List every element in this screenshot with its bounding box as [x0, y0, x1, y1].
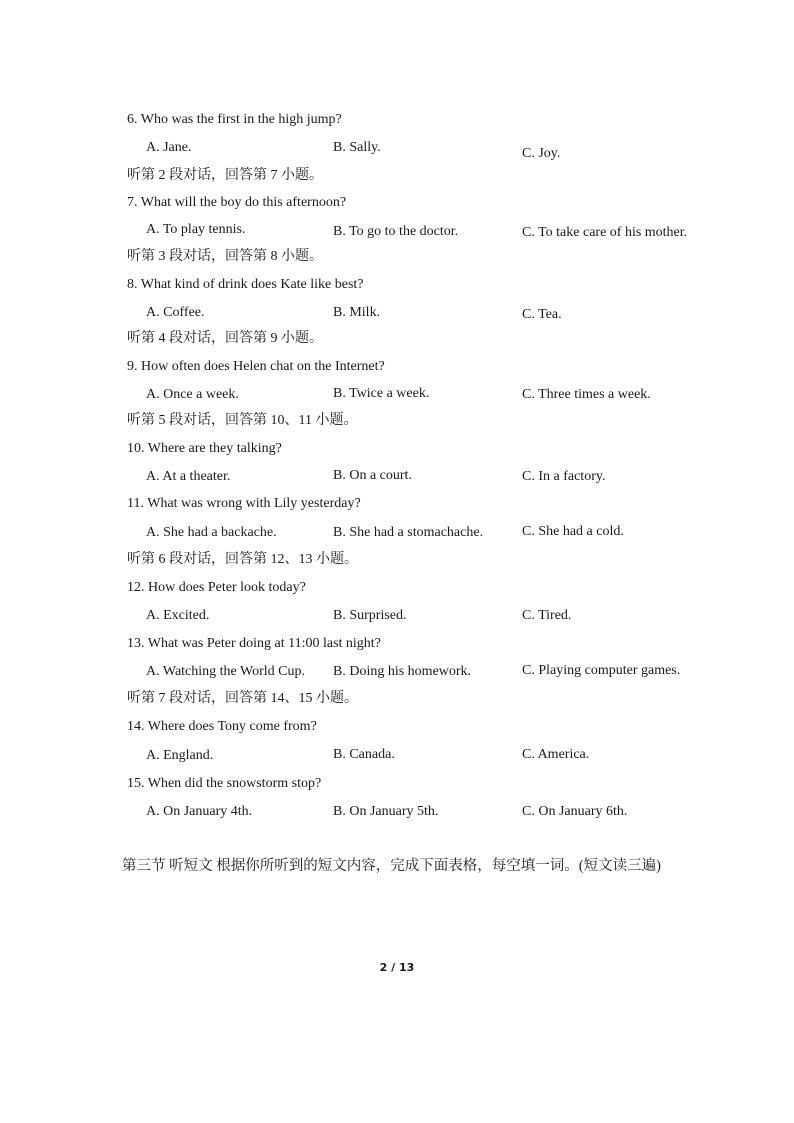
page-number: 2 / 13 — [379, 961, 415, 974]
question-10: 10. Where are they talking? — [127, 441, 282, 456]
option-c: C. Tea. — [522, 307, 562, 322]
option-b: B. She had a stomachache. — [333, 525, 484, 540]
section-note: 听第 3 段对话，回答第 8 小题。 — [127, 249, 323, 264]
question-13: 13. What was Peter doing at 11:00 last night? — [127, 636, 381, 651]
option-b: B. On a court. — [333, 468, 412, 483]
option-a: A. Excited. — [146, 608, 210, 623]
option-c: C. In a factory. — [522, 469, 606, 484]
section-note: 听第 6 段对话，回答第 12、13 小题。 — [127, 552, 358, 567]
question-6: 6. Who was the first in the high jump? — [127, 112, 342, 127]
question-14: 14. Where does Tony come from? — [127, 719, 317, 734]
option-a: A. Once a week. — [146, 387, 239, 402]
option-b: B. To go to the doctor. — [333, 224, 459, 239]
section-three-instruction: 第三节 听短文 根据你所听到的短文内容，完成下面表格，每空填一词。(短文读三遍) — [122, 858, 661, 874]
option-b: B. Milk. — [333, 305, 381, 320]
option-c: C. Joy. — [522, 146, 561, 161]
option-a: A. Watching the World Cup. — [146, 664, 305, 679]
option-b: B. Twice a week. — [333, 386, 430, 401]
section-note: 听第 7 段对话，回答第 14、15 小题。 — [127, 691, 358, 706]
option-c: C. Playing computer games. — [522, 663, 681, 678]
section-note: 听第 5 段对话，回答第 10、11 小题。 — [127, 413, 358, 428]
option-a: A. To play tennis. — [146, 222, 246, 237]
option-a: A. On January 4th. — [146, 804, 253, 819]
option-b: B. On January 5th. — [333, 804, 439, 819]
question-12: 12. How does Peter look today? — [127, 580, 306, 595]
option-c: C. Three times a week. — [522, 387, 651, 402]
question-15: 15. When did the snowstorm stop? — [127, 776, 322, 791]
option-a: A. Jane. — [146, 140, 192, 155]
option-a: A. She had a backache. — [146, 525, 277, 540]
section-note: 听第 4 段对话，回答第 9 小题。 — [127, 331, 323, 346]
question-9: 9. How often does Helen chat on the Internet? — [127, 359, 385, 374]
option-a: A. Coffee. — [146, 305, 205, 320]
option-c: C. America. — [522, 747, 590, 762]
section-note: 听第 2 段对话，回答第 7 小题。 — [127, 168, 323, 183]
option-a: A. England. — [146, 748, 214, 763]
question-8: 8. What kind of drink does Kate like best? — [127, 277, 364, 292]
option-c: C. She had a cold. — [522, 524, 624, 539]
question-7: 7. What will the boy do this afternoon? — [127, 195, 347, 210]
option-c: C. On January 6th. — [522, 804, 628, 819]
option-b: B. Sally. — [333, 140, 381, 155]
question-11: 11. What was wrong with Lily yesterday? — [127, 496, 361, 511]
option-b: B. Doing his homework. — [333, 664, 472, 679]
option-a: A. At a theater. — [146, 469, 231, 484]
option-c: C. To take care of his mother. — [522, 225, 688, 240]
option-b: B. Surprised. — [333, 608, 407, 623]
option-b: B. Canada. — [333, 747, 395, 762]
option-c: C. Tired. — [522, 608, 572, 623]
